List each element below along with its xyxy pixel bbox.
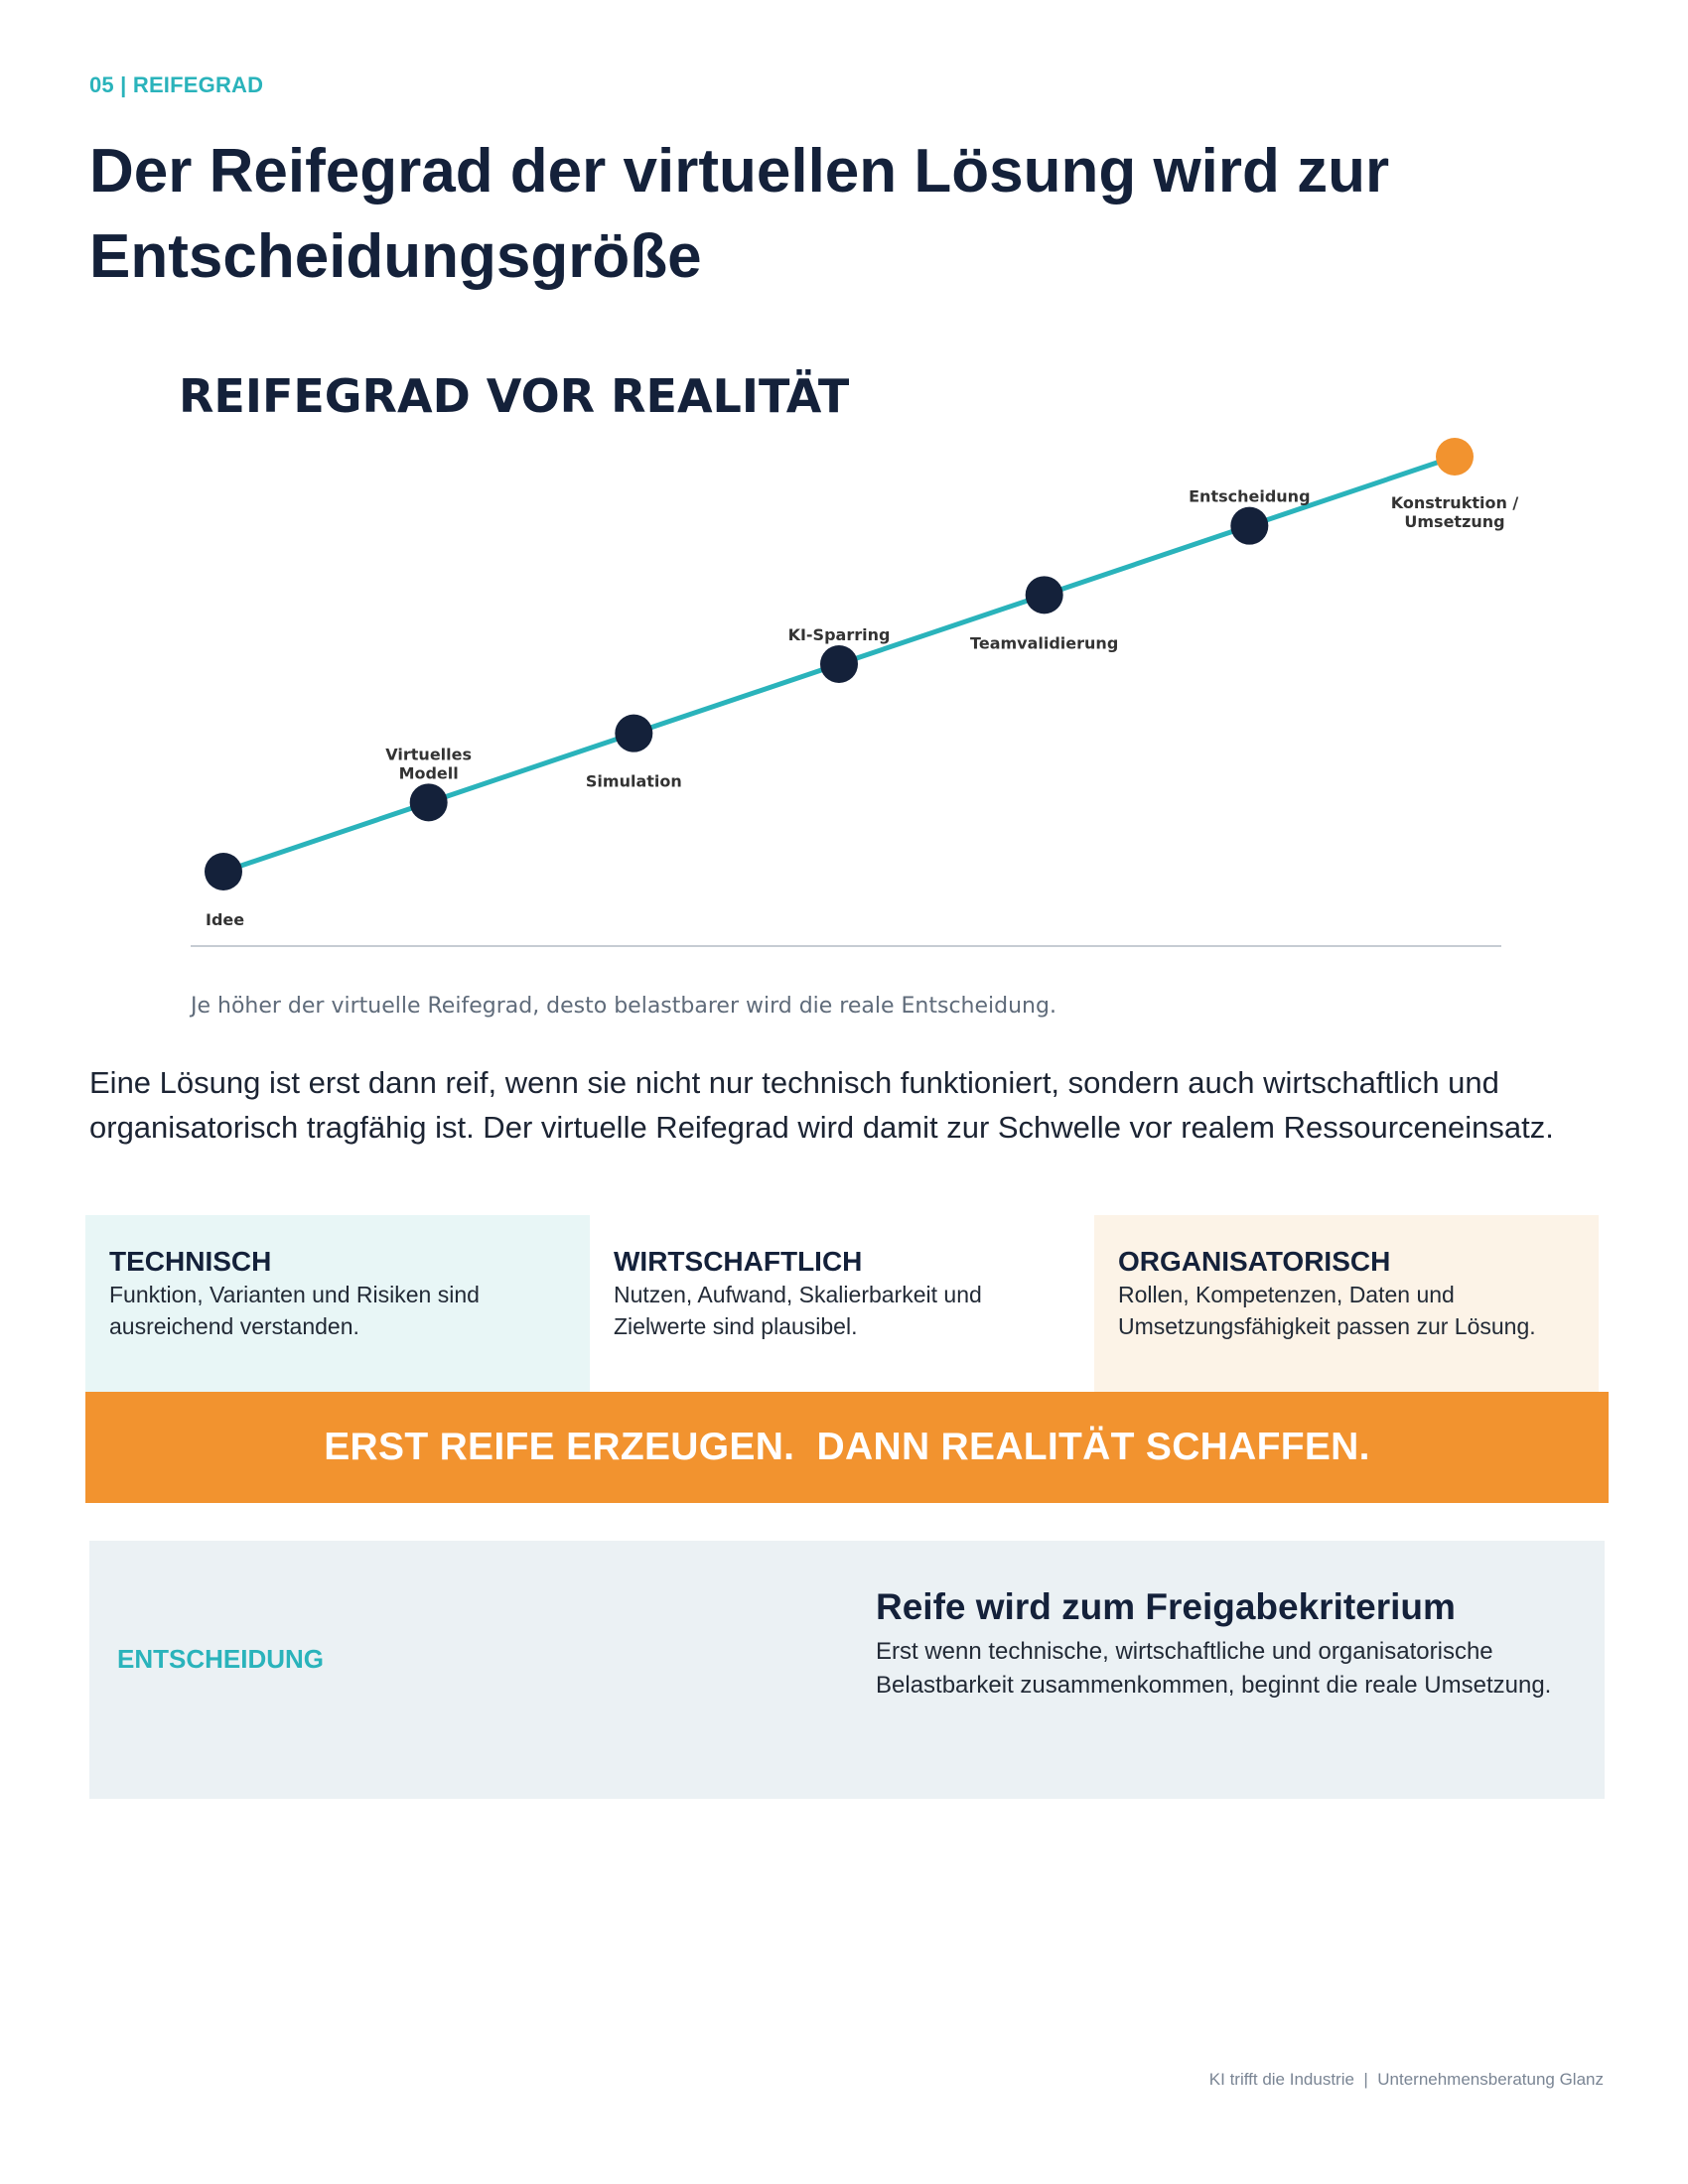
dimension-heading: WIRTSCHAFTLICH: [614, 1246, 863, 1277]
dimension-technisch: [85, 1215, 590, 1392]
decision-text: Erst wenn technische, wirtschaftliche und organisatorische Belastbarkeit zusammenkommen, beginnt die reale Umsetzung.: [876, 1638, 1552, 1699]
page-title: Der Reifegrad der virtuellen Lösung wird zur Entscheidungsgröße: [89, 137, 1390, 291]
maturity-dimensions: [85, 1215, 1599, 1392]
dimension-text: Funktion, Varianten und Risiken sind ausreichend verstanden.: [109, 1282, 480, 1339]
point-label: Idee: [206, 910, 245, 929]
data-point: [1436, 438, 1474, 476]
data-point: [1230, 507, 1268, 545]
data-point: [1026, 576, 1063, 614]
dimension-heading: TECHNISCH: [109, 1246, 272, 1277]
data-point: [820, 645, 858, 683]
dimension-heading: ORGANISATORISCH: [1118, 1246, 1391, 1277]
chart-title: REIFEGRAD VOR REALITÄT: [179, 369, 850, 423]
data-point: [205, 853, 242, 890]
section-kicker: 05 | REIFEGRAD: [89, 72, 264, 97]
page-footer: KI trifft die Industrie | Unternehmensberatung Glanz: [1208, 2070, 1604, 2089]
point-label: Teamvalidierung: [970, 633, 1119, 653]
dimension-text: Nutzen, Aufwand, Skalierbarkeit und Zielwerte sind plausibel.: [614, 1282, 982, 1339]
data-point: [410, 783, 448, 821]
intro-text: Eine Lösung ist erst dann reif, wenn sie nicht nur technisch funktioniert, sondern auch wirtschaftlich und organisatorisch tragfähig ist. Der virtuelle Reifegrad wird damit zur Schwelle vor realem Ressourceneinsatz.: [89, 1065, 1554, 1145]
point-label: Konstruktion / Umsetzung: [1390, 493, 1519, 531]
claim-text: ERST REIFE ERZEUGEN. DANN REALITÄT SCHAFFEN.: [324, 1426, 1370, 1468]
decision-heading: Reife wird zum Freigabekriterium: [876, 1586, 1456, 1627]
dimension-wirtschaftlich: [590, 1215, 1094, 1392]
point-label: Virtuelles Modell: [385, 745, 473, 783]
maturity-chart: [0, 352, 1688, 1027]
point-label: Simulation: [585, 771, 682, 791]
chart-series: [205, 438, 1518, 929]
dimension-organisatorisch: [1094, 1215, 1599, 1392]
claim-banner: [85, 1392, 1609, 1503]
data-point: [615, 715, 652, 752]
point-label: KI-Sparring: [787, 625, 891, 644]
dimension-text: Rollen, Kompetenzen, Daten und Umsetzungsfähigkeit passen zur Lösung.: [1118, 1282, 1536, 1339]
decision-box: [89, 1541, 1605, 1799]
decision-label: ENTSCHEIDUNG: [117, 1644, 325, 1674]
point-label: Entscheidung: [1189, 486, 1311, 506]
chart-caption: Je höher der virtuelle Reifegrad, desto belastbarer wird die reale Entscheidung.: [191, 994, 1056, 1019]
